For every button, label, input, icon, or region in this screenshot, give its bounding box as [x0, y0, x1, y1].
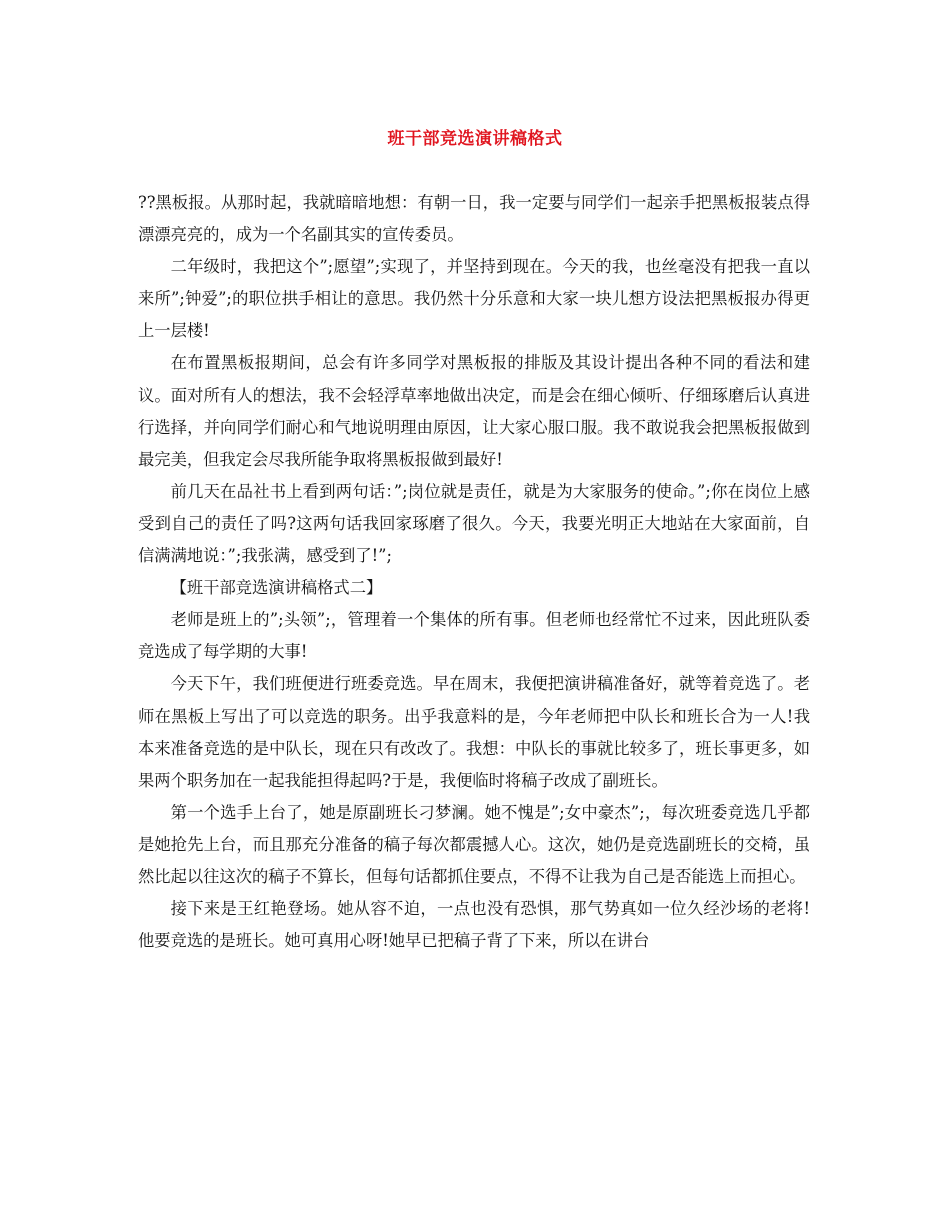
document-title: 班干部竞选演讲稿格式 [387, 129, 563, 149]
paragraph: 接下来是王红艳登场。她从容不迫，一点也没有恐惧，那气势真如一位久经沙场的老将!他要竞选的是班长。她可真用心呀!她早已把稿子背了下来，所以在讲台 [138, 899, 810, 951]
paragraph: ??黑板报。从那时起，我就暗暗地想：有朝一日，我一定要与同学们一起亲手把黑板报装点得漂漂亮亮的，成为一个名副其实的宣传委员。 [138, 193, 810, 245]
paragraph: 第一个选手上台了，她是原副班长刁梦澜。她不愧是”;女中豪杰”;，每次班委竞选几乎都是她抢先上台，而且那充分准备的稿子每次都震撼人心。这次，她仍是竞选副班长的交椅，虽然比起以往这次的稿子不算长，但每句话都抓住要点，不得不让我为自己是否能选上而担心。 [138, 802, 810, 886]
paragraph: 在布置黑板报期间，总会有许多同学对黑板报的排版及其设计提出各种不同的看法和建议。面对所有人的想法，我不会轻浮草率地做出决定，而是会在细心倾听、仔细琢磨后认真进行选择，并向同学们耐心和气地说明理由原因，让大家心服口服。我不敢说我会把黑板报做到最完美，但我定会尽我所能争取将黑板报做到最好! [138, 353, 810, 469]
paragraph: 二年级时，我把这个”;愿望”;实现了，并坚持到现在。今天的我，也丝毫没有把我一直以来所”;钟爱”;的职位拱手相让的意思。我仍然十分乐意和大家一块儿想方设法把黑板报办得更上一层楼! [138, 257, 810, 341]
paragraph: 老师是班上的”;头领”;，管理着一个集体的所有事。但老师也经常忙不过来，因此班队委竞选成了每学期的大事! [138, 610, 810, 662]
document-body [138, 187, 810, 957]
paragraph: 今天下午，我们班便进行班委竞选。早在周末，我便把演讲稿准备好，就等着竞选了。老师在黑板上写出了可以竞选的职务。出乎我意料的是，今年老师把中队长和班长合为一人!我本来准备竞选的是中队长，现在只有改改了。我想：中队长的事就比较多了，班长事更多，如果两个职务加在一起我能担得起吗?于是，我便临时将稿子改成了副班长。 [138, 674, 810, 790]
paragraph: 前几天在品社书上看到两句话：”;岗位就是责任，就是为大家服务的使命。”;你在岗位上感受到自己的责任了吗?这两句话我回家琢磨了很久。今天，我要光明正大地站在大家面前，自信满满地说：”;我张满，感受到了!”; [138, 481, 810, 566]
section-heading: 【班干部竞选演讲稿格式二】 [170, 578, 383, 598]
